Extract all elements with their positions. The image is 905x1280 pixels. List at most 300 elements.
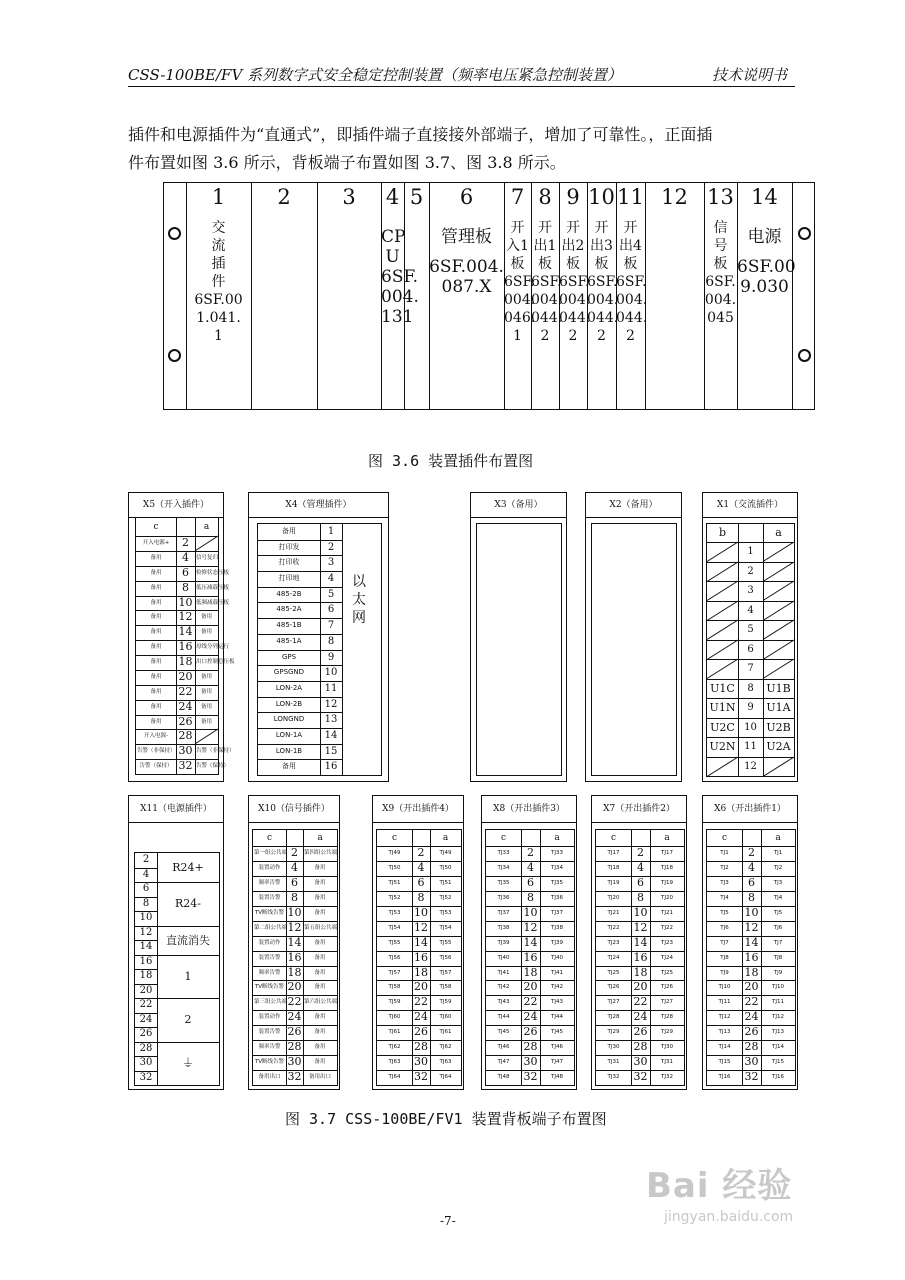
rack-slot-number: 13 <box>707 185 734 209</box>
terminal-label-c: 备用 <box>150 644 162 651</box>
terminal-label-a: TJ7 <box>773 939 783 946</box>
terminal-number: 12 <box>178 610 193 624</box>
terminal-number: 10 <box>139 912 153 923</box>
terminal-number: 12 <box>414 920 428 934</box>
rack-slot-number: 6 <box>459 185 474 209</box>
rack-slot-label <box>381 227 419 327</box>
blank-cell-slash <box>707 620 738 640</box>
terminal-label-c: TJ18 <box>607 864 620 871</box>
terminal-number: 18 <box>139 970 153 981</box>
rack-slot-label-line: 6SF. <box>587 274 618 290</box>
terminal-number: 10 <box>414 905 428 919</box>
terminal-label-a: TJ10 <box>772 984 784 991</box>
terminal-label-c: TJ52 <box>388 894 401 901</box>
terminal-label-c: 备用 <box>150 629 162 636</box>
mounting-hole-icon <box>798 349 811 362</box>
terminal-label-c: 第一组公共端 <box>254 850 288 856</box>
rack-slot-label-line: 004. <box>587 292 619 308</box>
rack-slot-number: 14 <box>751 185 778 209</box>
terminal-label-c: 装置动作 <box>258 1014 281 1021</box>
terminal-label-c: TJ63 <box>388 1059 401 1066</box>
terminal-number: 6 <box>417 875 425 889</box>
terminal-label-a: U2A <box>766 740 791 753</box>
rack-slot-number: 2 <box>277 185 291 209</box>
terminal-number: 8 <box>182 580 189 594</box>
terminal-label-a: 备用 <box>200 703 212 710</box>
rack-slot-label-line: 板 <box>623 256 638 272</box>
rack-slot-number: 7 <box>510 185 525 209</box>
terminal-number: 32 <box>523 1070 538 1084</box>
rack-slot-label-line: 6SF. <box>504 274 535 290</box>
terminal-label-c: 第二组公共端 <box>254 924 288 931</box>
terminal-label-c: TJ36 <box>497 894 510 901</box>
terminal-table <box>376 829 462 1086</box>
terminal-label-c: 开入电源- <box>144 733 168 740</box>
rack-slot-label-line: 087.X <box>441 277 492 297</box>
rack-slot-number: 1 <box>211 185 226 209</box>
panel-title-rule <box>471 517 566 518</box>
rack-slot-label-line: U <box>385 247 400 267</box>
terminal-number: 30 <box>523 1055 538 1069</box>
terminal-number: 12 <box>633 920 648 934</box>
terminal-label-c: TJ53 <box>388 909 401 916</box>
terminal-label-a: 备用 <box>314 984 326 991</box>
terminal-number: 30 <box>633 1055 648 1069</box>
terminal-label-a: TJ63 <box>439 1059 452 1066</box>
terminal-number: 30 <box>287 1055 302 1069</box>
rack-slot-label-line: 件 <box>211 274 226 290</box>
terminal-number: 16 <box>139 955 153 967</box>
blank-cell-slash <box>195 729 218 744</box>
terminal-number: 20 <box>414 980 428 994</box>
rack-slot-label-line: 004. <box>381 287 419 307</box>
terminal-number: 28 <box>633 1040 648 1054</box>
terminal-table <box>257 523 382 776</box>
terminal-label-c: TJ59 <box>388 999 401 1006</box>
terminal-label: LON-1A <box>275 730 303 739</box>
panel-title-rule <box>129 822 223 823</box>
terminal-label-a: 备用 <box>200 718 212 725</box>
terminal-label-a: TJ12 <box>772 1014 784 1021</box>
terminal-number: 4 <box>637 860 644 874</box>
blank-cell-slash <box>763 620 794 640</box>
terminal-label-a: 备用 <box>314 1014 326 1021</box>
terminal-label-a: TJ2 <box>773 864 783 871</box>
terminal-number: 16 <box>324 761 338 773</box>
terminal-label-a: TJ32 <box>661 1074 673 1081</box>
panel-x8-output-3 <box>481 795 577 1090</box>
terminal-label-a: TJ45 <box>551 1029 563 1036</box>
terminal-number: 16 <box>178 640 193 654</box>
terminal-label-a: U2B <box>766 720 791 734</box>
terminal-number: 14 <box>633 935 648 949</box>
terminal-label: 485-2B <box>276 589 302 598</box>
terminal-number: 12 <box>523 920 538 934</box>
blank-cell-slash <box>707 581 738 601</box>
terminal-label-a: TJ34 <box>551 864 563 871</box>
terminal-label-a: TJ48 <box>551 1074 563 1081</box>
panel-title-rule <box>592 822 686 823</box>
rack-slot-label <box>531 219 563 345</box>
terminal-label-c: 备用 <box>150 599 162 606</box>
rack-divider <box>317 183 318 409</box>
terminal-label-a: TJ36 <box>551 894 563 901</box>
terminal-number: 8 <box>527 890 534 904</box>
terminal-label-c: TJ61 <box>388 1029 401 1036</box>
terminal-number: 28 <box>139 1042 153 1054</box>
terminal-label-c: TJ58 <box>388 984 401 991</box>
terminal-label-a: TJ42 <box>551 984 563 991</box>
terminal-label-a: TJ39 <box>551 939 563 946</box>
terminal-label-c: TJ57 <box>388 969 401 976</box>
rack-slot-label-line: 004. <box>504 292 536 308</box>
terminal-label-c: TJ25 <box>607 969 620 976</box>
blank-cell-slash <box>707 757 738 777</box>
terminal-number: 16 <box>633 950 648 964</box>
terminal-label-a: 备用 <box>200 629 212 636</box>
terminal-label-c: TJ14 <box>718 1044 731 1051</box>
terminal-label: LONGND <box>273 715 305 724</box>
blank-cell-slash <box>195 536 218 551</box>
column-header-b: b <box>718 526 727 539</box>
terminal-label: 485-1A <box>276 636 302 645</box>
terminal-label-c: TJ45 <box>497 1029 510 1036</box>
terminal-number: 24 <box>287 1010 302 1024</box>
terminal-label-a: 备用 <box>200 673 212 680</box>
rack-slot-label-line <box>429 247 504 257</box>
terminal-label-a: TJ60 <box>439 1014 452 1021</box>
terminal-number: 11 <box>744 741 757 752</box>
terminal-number: 24 <box>178 699 193 713</box>
terminal-label-a: TJ46 <box>551 1044 563 1051</box>
terminal-label-c: 备用 <box>150 659 162 665</box>
terminal-label-c: TJ39 <box>497 939 510 946</box>
terminal-number: 7 <box>747 663 754 674</box>
terminal-label-a: TJ62 <box>439 1044 452 1051</box>
figure-3-7-caption: 图 3.7 CSS-100BE/FV1 装置背板端子布置图 <box>285 1110 607 1128</box>
terminal-number: 24 <box>523 1010 538 1024</box>
rack-slot-label <box>504 219 536 345</box>
terminal-number: 12 <box>287 920 302 934</box>
terminal-label-a: TJ37 <box>551 909 563 916</box>
terminal-number: 10 <box>178 595 193 609</box>
terminal-number: 32 <box>633 1070 648 1084</box>
terminal-number: 26 <box>414 1025 428 1039</box>
terminal-label-c: TJ15 <box>718 1059 731 1066</box>
terminal-label-a: TJ5 <box>773 909 783 916</box>
terminal-number: 32 <box>744 1070 759 1084</box>
terminal-number: 6 <box>748 875 755 889</box>
terminal-label-c: TJ21 <box>607 909 620 916</box>
terminal-number: 14 <box>139 941 153 952</box>
power-group-label: 1 <box>184 969 192 983</box>
panel-title-rule <box>249 822 339 823</box>
terminal-label-c: TJ35 <box>497 879 510 886</box>
terminal-label-a: TJ24 <box>661 954 673 961</box>
rack-slot-number: 11 <box>617 185 644 209</box>
rack-slot-label-line <box>737 247 792 257</box>
rack-slot-number: 9 <box>566 185 580 209</box>
terminal-label-c: 备用 <box>150 569 162 576</box>
watermark-url: jingyan.baidu.com <box>664 1209 794 1225</box>
terminal-label-a: TJ53 <box>439 909 452 916</box>
rack-slot-label-line: 6SF.004. <box>429 257 504 277</box>
power-group-label: 2 <box>184 1013 192 1026</box>
terminal-number: 12 <box>324 698 338 710</box>
rack-slot-label-line: 1.041. <box>196 310 241 326</box>
terminal-label-c: TJ42 <box>497 984 510 991</box>
rack-slot-label-line: 板 <box>566 256 580 272</box>
terminal-label-c: TJ55 <box>388 939 401 946</box>
rack-slot-number: 12 <box>661 185 688 209</box>
terminal-number: 4 <box>327 573 335 585</box>
column-header-c: c <box>721 833 728 843</box>
rack-slot-label-line: 004. <box>616 292 648 308</box>
panel-x6-output-1 <box>702 795 798 1090</box>
terminal-label-c: 备用 <box>150 703 162 710</box>
rack-slot-label-line: 板 <box>538 256 552 272</box>
terminal-label-a: TJ18 <box>661 864 673 871</box>
blank-cell-slash <box>763 640 794 660</box>
panel-x9-output-4 <box>372 795 464 1090</box>
terminal-number: 18 <box>178 655 193 668</box>
terminal-number: 4 <box>527 860 534 874</box>
terminal-label-a: 低压减载压板 <box>196 584 230 591</box>
terminal-label-a: TJ44 <box>551 1014 563 1021</box>
panel-title: X4（管理插件） <box>285 500 352 510</box>
terminal-number: 5 <box>327 588 335 600</box>
header-doc-type: 技术说明书 <box>712 66 788 84</box>
terminal-number: 24 <box>414 1010 428 1024</box>
column-header-c: c <box>391 833 398 843</box>
column-header-a: a <box>664 833 670 843</box>
ethernet-label-char: 太 <box>352 592 366 608</box>
terminal-number: 10 <box>324 667 338 679</box>
terminal-label-c: 开入电源+ <box>142 540 170 546</box>
terminal-label-c: 装置告警 <box>258 1029 281 1036</box>
terminal-label-c: TJ6 <box>720 924 729 931</box>
panel-x3-spare <box>470 492 567 782</box>
terminal-label-a: TJ35 <box>551 879 563 886</box>
terminal-label-c: TJ13 <box>718 1029 731 1036</box>
power-group-label: ⏚ <box>181 1055 194 1070</box>
terminal-number: 4 <box>747 604 754 616</box>
plugin-rack-diagram <box>163 182 815 410</box>
terminal-number: 1 <box>327 526 335 537</box>
rack-slot-label-line: 1 <box>214 328 223 344</box>
panel-x7-output-2 <box>591 795 687 1090</box>
terminal-number: 2 <box>747 565 754 577</box>
column-header-c: c <box>266 833 273 843</box>
terminal-label-a: TJ19 <box>661 879 673 886</box>
rack-slot-label <box>616 219 648 345</box>
terminal-label-a: 备用 <box>314 894 326 901</box>
rack-slot-label-line: 6SF. <box>381 267 419 287</box>
terminal-label-c: TJ49 <box>388 850 401 856</box>
rack-slot-label-line: 9.030 <box>740 277 789 297</box>
rack-slot-label-line: 2 <box>568 328 578 344</box>
rack-slot-number: 10 <box>588 185 615 209</box>
terminal-label-a: 母线分列运行 <box>196 644 230 651</box>
terminal-label-c: 装置告警 <box>258 894 281 901</box>
rack-divider <box>251 183 252 409</box>
terminal-number: 13 <box>324 714 338 726</box>
terminal-label-c: TJ8 <box>720 954 729 961</box>
terminal-label: 485-1B <box>276 621 302 630</box>
terminal-number: 22 <box>744 995 759 1009</box>
rack-slot-label-line: 插 <box>211 256 226 272</box>
rack-slot-label <box>587 219 619 345</box>
terminal-label-c: TV断线告警 <box>254 1059 285 1066</box>
terminal-number: 32 <box>414 1070 428 1084</box>
panel-title: X11（电源插件） <box>140 804 212 814</box>
paragraph-line-1: 插件和电源插件为“直通式”，即插件端子直接接外部端子，增加了可靠性。，正面插 <box>128 125 713 144</box>
rack-slot-label-line: 131 <box>381 307 414 327</box>
terminal-label-c: TJ44 <box>497 1014 510 1021</box>
terminal-number: 16 <box>414 950 428 964</box>
terminal-label-c: TJ7 <box>720 939 729 946</box>
terminal-label-c: TJ27 <box>607 999 620 1006</box>
terminal-number: 10 <box>744 721 757 733</box>
terminal-label-c: TJ47 <box>497 1059 510 1066</box>
panel-title-rule <box>373 822 463 823</box>
terminal-number: 14 <box>287 935 302 949</box>
terminal-number: 28 <box>414 1040 428 1054</box>
terminal-number: 26 <box>744 1025 759 1039</box>
terminal-number: 30 <box>178 744 193 758</box>
terminal-label-a: 备用 <box>314 939 326 946</box>
terminal-label-b: U2N <box>709 740 736 753</box>
terminal-label: LON-1B <box>275 746 303 755</box>
rack-slot-label-line: 交 <box>211 220 226 236</box>
rack-slot-label-line: 开 <box>623 220 638 236</box>
terminal-number: 24 <box>139 1013 153 1025</box>
rack-slot-label-line: 2 <box>597 328 606 344</box>
rack-slot-label-line: 管理板 <box>441 227 492 247</box>
terminal-label-c: TJ54 <box>388 924 401 931</box>
terminal-label-c: 备用 <box>150 554 162 561</box>
panel-title: X5（开入插件） <box>142 500 210 510</box>
terminal-number: 8 <box>417 890 425 904</box>
terminal-label-a: TJ43 <box>551 999 563 1006</box>
terminal-label-a: 出口控制总压板 <box>196 659 235 665</box>
rack-slot-label-line: 6SF. <box>559 274 590 290</box>
terminal-label-a: 第六组公共端 <box>304 999 338 1006</box>
terminal-label-a: 备用 <box>314 879 326 886</box>
terminal-label-c: 告警（非保持） <box>137 748 176 755</box>
terminal-number: 14 <box>523 935 538 949</box>
terminal-label-c: TJ32 <box>607 1074 620 1081</box>
terminal-number: 2 <box>142 854 150 865</box>
watermark <box>646 1158 793 1225</box>
terminal-number: 16 <box>744 950 759 964</box>
terminal-label-c: TJ9 <box>720 969 729 976</box>
blank-cell-slash <box>763 659 794 679</box>
terminal-number: 18 <box>414 965 428 979</box>
column-header-c: c <box>610 833 617 843</box>
ethernet-label-char: 以 <box>352 574 366 590</box>
terminal-number: 10 <box>633 905 648 919</box>
rack-slot-label-line: 开 <box>566 220 580 236</box>
terminal-number: 20 <box>287 980 302 994</box>
terminal-table <box>485 829 575 1086</box>
rack-slot-label-line: 信 <box>713 220 728 236</box>
rack-slot-label-line: 出3 <box>590 238 613 254</box>
rack-slot-label-line: 044. <box>616 310 648 326</box>
terminal-number: 6 <box>527 875 534 889</box>
terminal-number: 4 <box>142 868 150 880</box>
terminal-number: 11 <box>324 682 338 694</box>
terminal-label-a: TJ56 <box>439 954 452 961</box>
terminal-label-a: 第五组公共端 <box>304 924 338 931</box>
terminal-number: 8 <box>637 890 644 904</box>
rack-slot-label-line: 出4 <box>619 238 642 254</box>
terminal-number: 2 <box>527 846 534 859</box>
terminal-label-c: TJ23 <box>607 939 620 946</box>
terminal-label-a: TJ52 <box>439 894 452 901</box>
rack-slot-label-line: 板 <box>713 256 728 272</box>
figure-3-6-caption: 图 3.6 装置插件布置图 <box>368 452 534 470</box>
rack-slot-label-line: 044. <box>531 310 563 326</box>
rack-slot-label-line: 电源 <box>747 227 782 247</box>
terminal-label: 485-2A <box>276 605 302 614</box>
rack-slot-label-line: 入1 <box>506 238 529 254</box>
terminal-number: 4 <box>417 860 425 874</box>
terminal-label-c: TJ29 <box>607 1029 620 1036</box>
terminal-label-c: TJ19 <box>607 879 620 886</box>
terminal-number: 2 <box>417 846 425 859</box>
terminal-number: 6 <box>182 565 189 579</box>
panel-title: X2（备用） <box>609 500 658 510</box>
page-number: -7- <box>440 1214 456 1228</box>
rack-slot-label-line: 开 <box>594 220 609 236</box>
terminal-number: 30 <box>139 1057 153 1068</box>
terminal-label-a: TJ22 <box>661 924 673 931</box>
terminal-number: 2 <box>637 846 644 859</box>
terminal-number: 2 <box>291 846 298 859</box>
rack-slot-number: 5 <box>409 185 424 209</box>
column-header-a: a <box>317 833 323 843</box>
watermark-brand: Bai 经验 <box>646 1166 793 1206</box>
terminal-label-a: TJ49 <box>439 850 452 856</box>
rack-slot-label-line: 046. <box>504 310 536 326</box>
terminal-label-a: 备用 <box>314 864 326 871</box>
paragraph-line-2: 件布置如图 3.6 所示，背板端子布置如图 3.7、图 3.8 所示。 <box>128 153 566 172</box>
terminal-label-a: 低频减载压板 <box>196 599 230 606</box>
terminal-table <box>135 517 235 775</box>
terminal-label-c: TJ64 <box>388 1074 401 1081</box>
terminal-label: GPSGND <box>273 668 305 677</box>
panel-title: X6（开出插件1） <box>714 804 786 814</box>
panel-title: X7（开出插件2） <box>603 804 675 814</box>
terminal-number: 9 <box>747 702 754 713</box>
terminal-label-c: 告警（保持） <box>139 763 173 770</box>
terminal-label-c: TJ17 <box>607 850 620 856</box>
rack-slot-label <box>559 219 591 345</box>
terminal-label-b: U1N <box>709 701 736 714</box>
terminal-label-c: TJ11 <box>718 999 731 1006</box>
terminal-label-a: TJ30 <box>661 1044 673 1051</box>
terminal-label-a: TJ40 <box>551 954 563 961</box>
terminal-number: 2 <box>327 541 335 553</box>
column-header-c: c <box>500 833 507 843</box>
blank-cell-slash <box>707 542 738 562</box>
terminal-label: GPS <box>281 652 297 661</box>
terminal-number: 26 <box>523 1025 538 1039</box>
terminal-number: 4 <box>748 860 755 874</box>
rack-slot-label-line: 6SF. <box>531 274 562 290</box>
terminal-label-a: 信号复归 <box>196 554 219 561</box>
